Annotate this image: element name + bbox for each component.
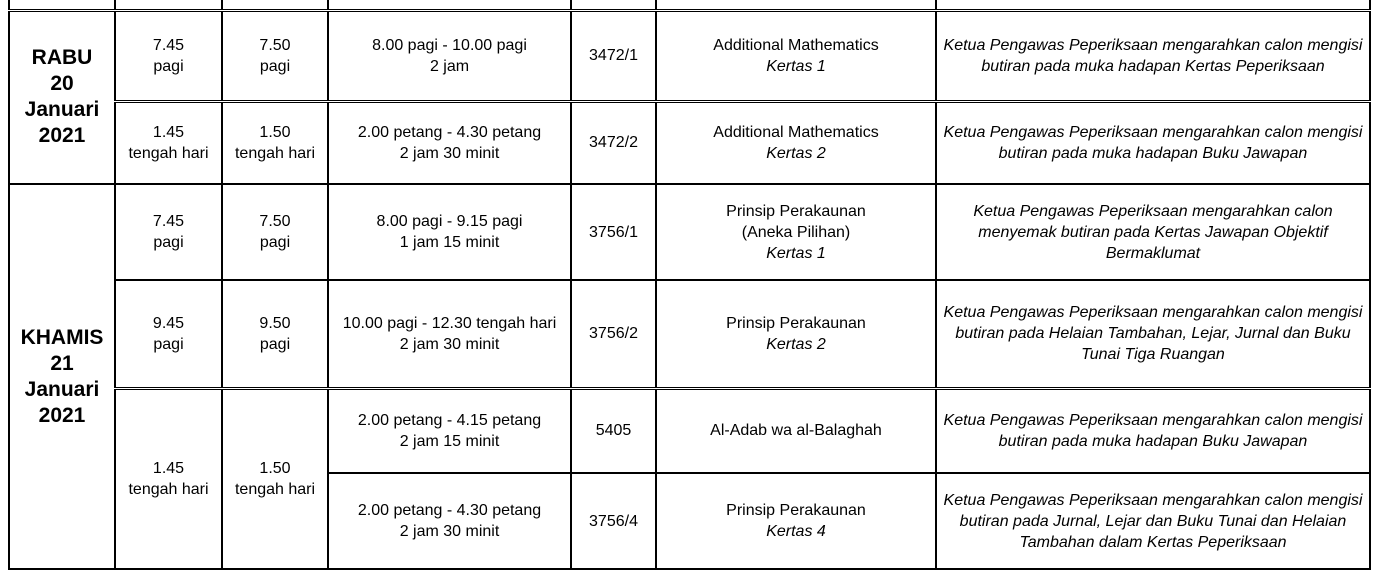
- exam-time: 2.00 petang - 4.30 petang 2 jam 30 minit: [328, 101, 571, 184]
- instruction-note: Ketua Pengawas Peperiksaan mengarahkan calon mengisi butiran pada muka hadapan Kertas Peperiksaan: [936, 10, 1370, 101]
- schedule-table: [8, 0, 1371, 570]
- exam-time: 2.00 petang - 4.15 petang 2 jam 15 minit: [328, 388, 571, 473]
- exam-time: 10.00 pagi - 12.30 tengah hari 2 jam 30 minit: [328, 280, 571, 388]
- start-time: 1.50 tengah hari: [222, 101, 328, 184]
- subject: Al-Adab wa al-Balaghah: [656, 388, 936, 473]
- entry-time: 1.45 tengah hari: [115, 388, 222, 569]
- subject: Additional Mathematics Kertas 1: [656, 10, 936, 101]
- day-cell: KHAMIS 21 Januari 2021: [9, 184, 115, 569]
- subject-code: 3756/4: [571, 473, 656, 569]
- subject-code: 3756/2: [571, 280, 656, 388]
- instruction-note: Ketua Pengawas Peperiksaan mengarahkan calon mengisi butiran pada muka hadapan Buku Jawapan: [936, 101, 1370, 184]
- subject-code: 5405: [571, 388, 656, 473]
- exam-time: 8.00 pagi - 10.00 pagi 2 jam: [328, 10, 571, 101]
- instruction-note: Ketua Pengawas Peperiksaan mengarahkan calon mengisi butiran pada muka hadapan Buku Jawapan: [936, 388, 1370, 473]
- start-time: 7.50 pagi: [222, 10, 328, 101]
- instruction-note: Ketua Pengawas Peperiksaan mengarahkan calon menyemak butiran pada Kertas Jawapan Objektif Bermaklumat: [936, 184, 1370, 280]
- start-time: 9.50 pagi: [222, 280, 328, 388]
- subject-code: 3472/2: [571, 101, 656, 184]
- start-time: 1.50 tengah hari: [222, 388, 328, 569]
- subject: Additional Mathematics Kertas 2: [656, 101, 936, 184]
- table-row-top-stub: [9, 0, 1370, 10]
- entry-time: 1.45 tengah hari: [115, 101, 222, 184]
- day-cell: RABU 20 Januari 2021: [9, 10, 115, 184]
- table-row: [9, 10, 1370, 101]
- exam-time: 8.00 pagi - 9.15 pagi 1 jam 15 minit: [328, 184, 571, 280]
- start-time: 7.50 pagi: [222, 184, 328, 280]
- entry-time: 9.45 pagi: [115, 280, 222, 388]
- table-row: [9, 280, 1370, 388]
- subject: Prinsip Perakaunan Kertas 2: [656, 280, 936, 388]
- instruction-note: Ketua Pengawas Peperiksaan mengarahkan calon mengisi butiran pada Jurnal, Lejar dan Buku Tunai dan Helaian Tambahan dalam Kertas Peperiksaan: [936, 473, 1370, 569]
- table-row: [9, 101, 1370, 184]
- entry-time: 7.45 pagi: [115, 184, 222, 280]
- table-row: [9, 388, 1370, 473]
- entry-time: 7.45 pagi: [115, 10, 222, 101]
- subject: Prinsip Perakaunan Kertas 4: [656, 473, 936, 569]
- table-row: [9, 184, 1370, 280]
- subject-code: 3756/1: [571, 184, 656, 280]
- subject: Prinsip Perakaunan (Aneka Pilihan) Kertas 1: [656, 184, 936, 280]
- subject-code: 3472/1: [571, 10, 656, 101]
- exam-time: 2.00 petang - 4.30 petang 2 jam 30 minit: [328, 473, 571, 569]
- instruction-note: Ketua Pengawas Peperiksaan mengarahkan calon mengisi butiran pada Helaian Tambahan, Lejar, Jurnal dan Buku Tunai Tiga Ruangan: [936, 280, 1370, 388]
